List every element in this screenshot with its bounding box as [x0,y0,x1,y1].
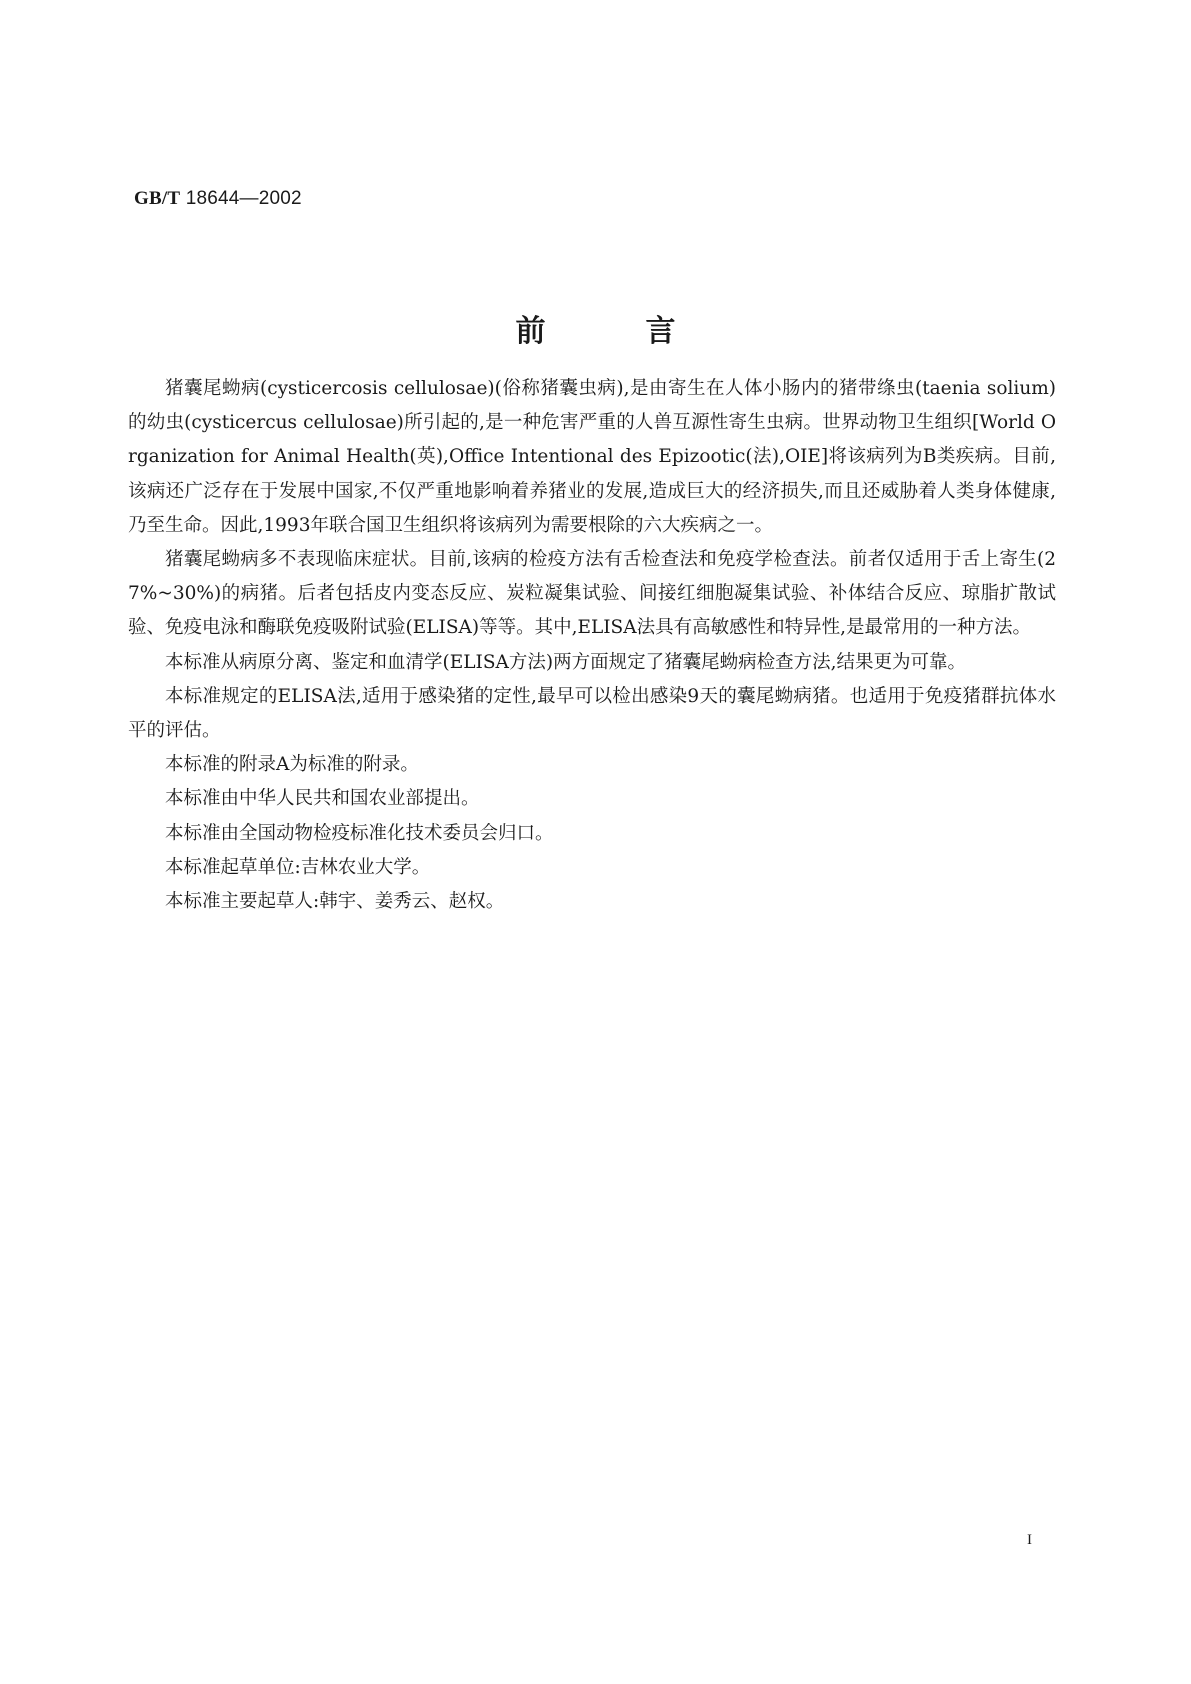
paragraph-methods: 猪囊尾蚴病多不表现临床症状。目前,该病的检疫方法有舌检查法和免疫学检查法。前者仅适用于舌上寄生(27%~30%)的病猪。后者包括皮内变态反应、炭粒凝集试验、间接红细胞凝集试验、补体结合反应、琼脂扩散试验、免疫电泳和酶联免疫吸附试验(ELISA)等等。其中,ELISA法具有高敏感性和特异性,是最常用的一种方法。 [128,549,1056,639]
paragraph-scope: 本标准从病原分离、鉴定和血清学(ELISA方法)两方面规定了猪囊尾蚴病检查方法,结果更为可靠。 [165,651,966,673]
paragraph-proposer: 本标准由中华人民共和国农业部提出。 [165,788,480,810]
standard-code [134,188,302,210]
paragraph-elisa: 本标准规定的ELISA法,适用于感染猪的定性,最早可以检出感染9天的囊尾蚴病猪。也适用于免疫猪群抗体水平的评估。 [128,685,1056,742]
paragraph-appendix: 本标准的附录A为标准的附录。 [165,754,419,776]
paragraph-intro: 猪囊尾蚴病(cysticercosis cellulosae)(俗称猪囊虫病),是由寄生在人体小肠内的猪带绦虫(taenia solium)的幼虫(cysticercus cellulosae)所引起的,是一种危害严重的人兽互源性寄生虫病。世界动物卫生组织[World Organization for Animal Health(英),Office Intentional des Epizootic(法),OIE]将该病列为B类疾病。目前,该病还广泛存在于发展中国家,不仅严重地影响着养猪业的发展,造成巨大的经济损失,而且还威胁着人类身体健康,乃至生命。因此,1993年联合国卫生组织将该病列为需要根除的六大疾病之一。 [128,378,1056,536]
page-title [0,306,1191,350]
paragraph-drafters: 本标准主要起草人:韩宇、姜秀云、赵权。 [165,891,505,913]
page-number: I [1027,1532,1032,1548]
title-char-1: 前 [515,314,546,349]
title-char-2: 言 [645,314,676,349]
standard-number: 18644—2002 [180,188,302,209]
foreword-body [128,372,1056,919]
paragraph-committee: 本标准由全国动物检疫标准化技术委员会归口。 [165,822,554,844]
paragraph-drafting-unit: 本标准起草单位:吉林农业大学。 [165,856,431,878]
standard-prefix: GB/T [134,188,181,209]
